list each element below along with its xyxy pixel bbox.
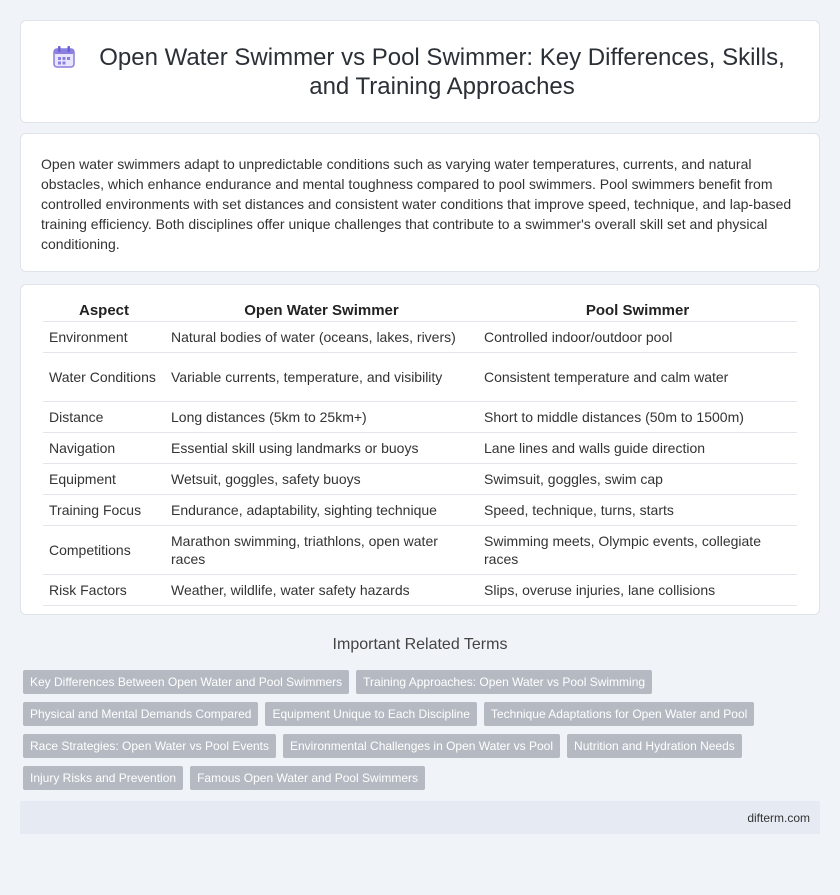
aspect-cell: Environment [43, 322, 165, 353]
table-row [43, 322, 797, 353]
open-water-cell: Long distances (5km to 25km+) [165, 402, 478, 433]
table-row [43, 353, 797, 402]
aspect-cell: Navigation [43, 433, 165, 464]
pool-cell: Swimming meets, Olympic events, collegiate races [478, 526, 797, 575]
open-water-cell: Natural bodies of water (oceans, lakes, rivers) [165, 322, 478, 353]
page-title: Open Water Swimmer vs Pool Swimmer: Key Differences, Skills, and Training Approaches [99, 43, 785, 100]
header-card [20, 20, 820, 123]
pool-cell: Swimsuit, goggles, swim cap [478, 464, 797, 495]
related-tags [20, 670, 820, 798]
related-tag-link[interactable]: Nutrition and Hydration Needs [567, 734, 742, 758]
open-water-cell: Variable currents, temperature, and visibility [165, 353, 478, 402]
related-tag-link[interactable]: Key Differences Between Open Water and Pool Swimmers [23, 670, 349, 694]
footer-site-link[interactable]: difterm.com [747, 810, 810, 825]
intro-card [20, 133, 820, 272]
related-tag-link[interactable]: Training Approaches: Open Water vs Pool Swimming [356, 670, 652, 694]
table-row [43, 464, 797, 495]
header-pool: Pool Swimmer [478, 299, 797, 322]
aspect-cell: Risk Factors [43, 575, 165, 606]
related-tag-link[interactable]: Injury Risks and Prevention [23, 766, 183, 790]
table-header-row [43, 299, 797, 322]
open-water-cell: Wetsuit, goggles, safety buoys [165, 464, 478, 495]
footer [20, 801, 820, 834]
aspect-cell: Training Focus [43, 495, 165, 526]
pool-cell: Speed, technique, turns, starts [478, 495, 797, 526]
pool-cell: Controlled indoor/outdoor pool [478, 322, 797, 353]
related-tag-link[interactable]: Environmental Challenges in Open Water vs Pool [283, 734, 560, 758]
calendar-icon [51, 44, 77, 70]
table-row [43, 526, 797, 575]
aspect-cell: Water Conditions [43, 353, 165, 402]
aspect-cell: Distance [43, 402, 165, 433]
related-tag-link[interactable]: Race Strategies: Open Water vs Pool Events [23, 734, 276, 758]
header-open-water: Open Water Swimmer [165, 299, 478, 322]
pool-cell: Lane lines and walls guide direction [478, 433, 797, 464]
aspect-cell: Competitions [43, 526, 165, 575]
related-tag-link[interactable]: Technique Adaptations for Open Water and Pool [484, 702, 754, 726]
related-terms-title: Important Related Terms [332, 636, 508, 653]
table-row [43, 575, 797, 606]
pool-cell: Consistent temperature and calm water [478, 353, 797, 402]
pool-cell: Short to middle distances (50m to 1500m) [478, 402, 797, 433]
related-tag-link[interactable]: Famous Open Water and Pool Swimmers [190, 766, 425, 790]
open-water-cell: Endurance, adaptability, sighting technique [165, 495, 478, 526]
header-aspect: Aspect [43, 299, 165, 322]
aspect-cell: Equipment [43, 464, 165, 495]
related-tag-link[interactable]: Physical and Mental Demands Compared [23, 702, 258, 726]
related-tag-link[interactable]: Equipment Unique to Each Discipline [265, 702, 476, 726]
table-row [43, 433, 797, 464]
comparison-table [43, 299, 797, 606]
intro-text: Open water swimmers adapt to unpredictable conditions such as varying water temperatures, currents, and natural obstacles, which enhance endurance and mental toughness compared to pool swimmers. Pool swimmers benefit from controlled environments with set distances and consistent water conditions that improve speed, technique, and lap-based training efficiency. Both disciplines offer unique challenges that contribute to a swimmer's overall skill set and physical conditioning. [41, 156, 792, 252]
open-water-cell: Weather, wildlife, water safety hazards [165, 575, 478, 606]
open-water-cell: Essential skill using landmarks or buoys [165, 433, 478, 464]
open-water-cell: Marathon swimming, triathlons, open water races [165, 526, 478, 575]
pool-cell: Slips, overuse injuries, lane collisions [478, 575, 797, 606]
title-wrap [51, 43, 789, 101]
table-card [20, 284, 820, 615]
table-row [43, 495, 797, 526]
table-row [43, 402, 797, 433]
